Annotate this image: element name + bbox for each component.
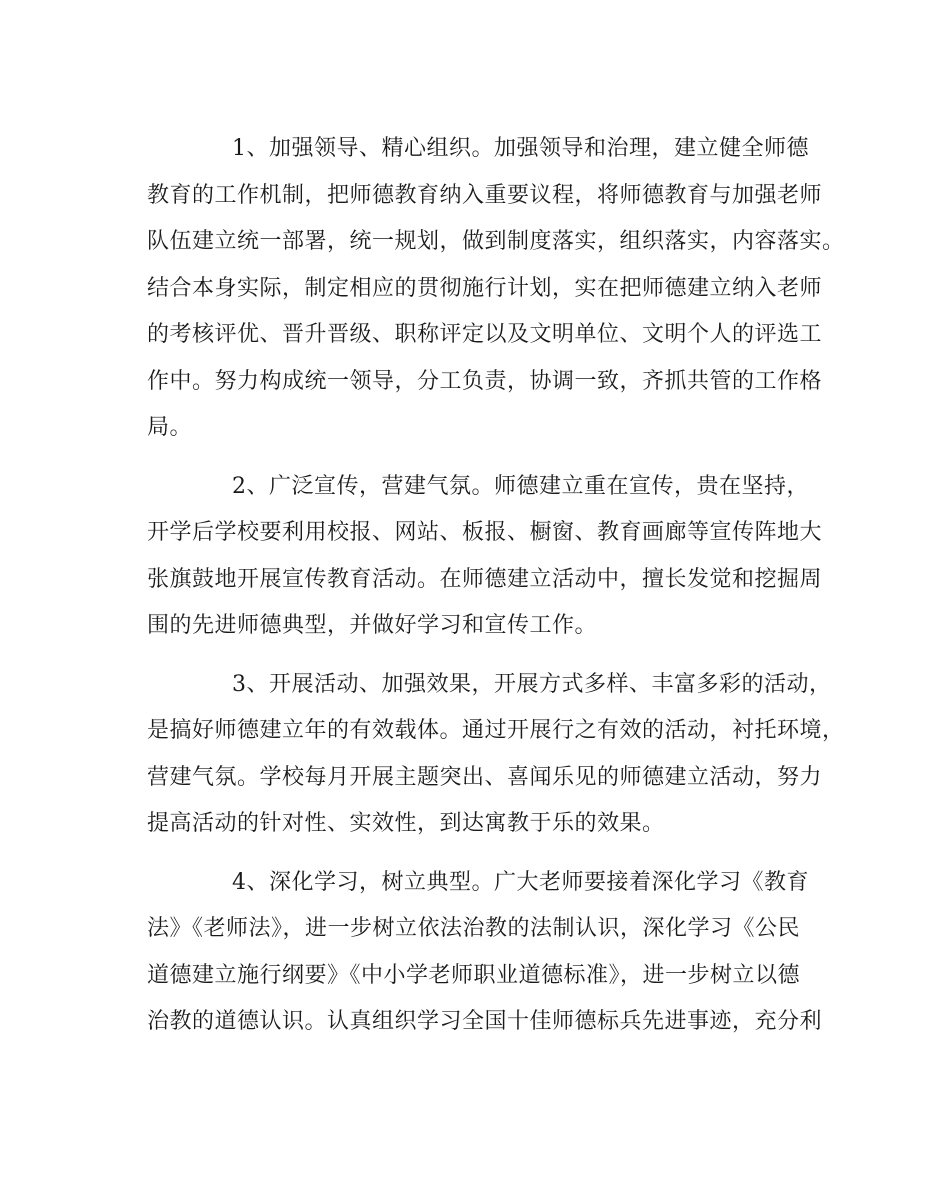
paragraph-4-line-1: 4、深化学习，树立典型。广大老师要接着深化学习《教育 — [232, 870, 809, 895]
paragraph-1-line-5: 的考核评优、晋升晋级、职称评定以及文明单位、文明个人的评选工 — [147, 322, 823, 347]
paragraph-4-line-4: 治教的道德认识。认真组织学习全国十佳师德标兵先进事迹，充分利 — [147, 1009, 823, 1034]
paragraph-2-line-3: 张旗鼓地开展宣传教育活动。在师德建立活动中，擅长发觉和挖掘周 — [147, 567, 823, 592]
paragraph-2-line-2: 开学后学校要利用校报、网站、板报、橱窗、教育画廊等宣传阵地大 — [147, 520, 823, 545]
paragraph-1-line-6: 作中。努力构成统一领导，分工负责，协调一致，齐抓共管的工作格 — [147, 369, 823, 394]
paragraph-1-line-7: 局。 — [147, 415, 193, 440]
paragraph-3-line-2: 是搞好师德建立年的有效载体。通过开展行之有效的活动，衬托环境， — [147, 718, 845, 743]
paragraph-2-line-4: 围的先进师德典型，并做好学习和宣传工作。 — [147, 613, 598, 638]
paragraph-4-line-2: 法》《老师法》，进一步树立依法治教的法制认识，深化学习《公民 — [147, 916, 801, 941]
paragraph-1-line-3: 队伍建立统一部署，统一规划，做到制度落实，组织落实，内容落实。 — [147, 229, 845, 254]
paragraph-3-line-3: 营建气氛。学校每月开展主题突出、喜闻乐见的师德建立活动，努力 — [147, 765, 823, 790]
paragraph-2-line-1: 2、广泛宣传，营建气氛。师德建立重在宣传，贵在坚持， — [232, 474, 809, 499]
paragraph-1-line-4: 结合本身实际，制定相应的贯彻施行计划，实在把师德建立纳入老师 — [147, 276, 823, 301]
paragraph-1-line-1: 1、加强领导、精心组织。加强领导和治理，建立健全师德 — [232, 136, 809, 161]
paragraph-1-line-2: 教育的工作机制，把师德教育纳入重要议程，将师德教育与加强老师 — [147, 183, 823, 208]
paragraph-4-line-3: 道德建立施行纲要》《中小学老师职业道德标准》，进一步树立以德 — [147, 963, 801, 988]
paragraph-3-line-1: 3、开展活动、加强效果，开展方式多样、丰富多彩的活动， — [232, 672, 832, 697]
paragraph-3-line-4: 提高活动的针对性、实效性，到达寓教于乐的效果。 — [147, 811, 665, 836]
